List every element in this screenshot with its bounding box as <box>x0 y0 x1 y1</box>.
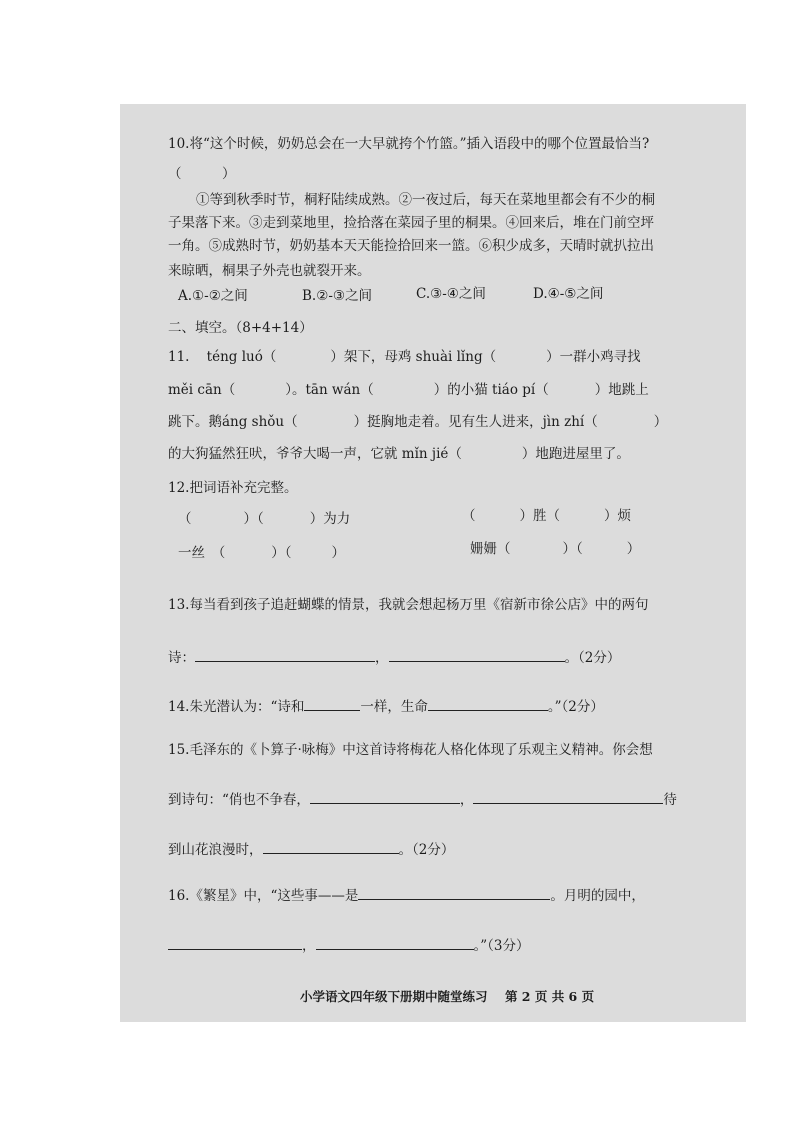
q12-idiom-2 <box>462 510 631 524</box>
q14-mid: 一样，生命 <box>360 699 428 715</box>
q11-line <box>168 351 641 365</box>
q15-sep: ， <box>459 792 474 808</box>
q10-option-a: A.①-②之间 <box>178 288 248 304</box>
q12-segment: ）烦 <box>604 508 631 524</box>
q10-option-b: B.②-③之间 <box>302 288 372 304</box>
q16-end: 。月明的园中， <box>550 888 645 904</box>
q15-line1: 15.毛泽东的《卜算子·咏梅》中这首诗将梅花人格化体现了乐观主义精神。你会想 <box>168 742 653 758</box>
answer-blank[interactable] <box>195 648 375 662</box>
answer-blank[interactable] <box>473 790 663 804</box>
q12-segment: （ <box>178 511 192 527</box>
q12-segment: ）（ <box>562 541 583 557</box>
q10-passage-line: 来晾晒，桐果子外壳也就裂开来。 <box>168 263 371 279</box>
q10-passage-line: ①等到秋季时节，桐籽陆续成熟。②一夜过后，每天在菜地里都会有不少的桐 <box>196 192 655 208</box>
q10-option-d: D.④-⑤之间 <box>533 286 604 302</box>
answer-blank[interactable] <box>168 936 302 950</box>
q12-idiom-4 <box>470 543 640 557</box>
q11-segment: téng luó（ <box>206 349 277 365</box>
answer-blank[interactable] <box>389 648 565 662</box>
q15-line2 <box>168 790 677 808</box>
q12-segment: ） <box>626 541 641 557</box>
q12-segment: ）（ <box>243 511 264 527</box>
answer-blank[interactable] <box>304 697 360 711</box>
q13-sep: ， <box>375 650 389 666</box>
answer-blank[interactable] <box>316 936 474 950</box>
q15-prefix: 到山花浪漫时， <box>168 842 263 858</box>
q12-segment: 一丝 （ <box>178 545 226 561</box>
footer-page-number: 第 2 页 共 6 页 <box>504 989 595 1004</box>
q12-segment: 姗姗（ <box>470 541 511 557</box>
q14-prefix: 14.朱光潜认为：“诗和 <box>168 699 305 715</box>
q12-segment: ）为力 <box>309 511 351 527</box>
q10-passage-line: 一角。⑤成熟时节，奶奶基本天天能捡拾回来一篮。⑥积少成多，天晴时就扒拉出 <box>168 238 654 254</box>
q15-end: 。（2分） <box>398 842 455 858</box>
q13-line1: 13.每当看到孩子追赶蝴蝶的情景，我就会想起杨万里《宿新市徐公店》中的两句 <box>168 597 649 613</box>
q10-option-c: C.③-④之间 <box>416 286 486 302</box>
q16-sep: ， <box>302 938 316 954</box>
page-footer <box>300 987 594 1005</box>
section-title: 二、填空。（8+4+14） <box>168 320 313 336</box>
q13-end: 。（2分） <box>564 650 621 666</box>
q11-segment: ）地跳上 <box>594 382 649 398</box>
q11-segment: 的大狗猛然狂吠，爷爷大喝一声，它就 mǐn jié（ <box>168 446 462 462</box>
q15-prefix: 到诗句：“俏也不争春， <box>168 792 310 808</box>
q11-segment: 跳下。鹅áng shǒu（ <box>168 414 298 430</box>
q11-segment: ）一群小鸡寻找 <box>546 349 641 365</box>
q13-line2 <box>168 648 620 666</box>
q12-segment: ）（ <box>271 545 292 561</box>
footer-title: 小学语文四年级下册期中随堂练习 <box>300 989 488 1004</box>
q11-segment: ） <box>653 414 668 430</box>
q14-line <box>168 697 604 715</box>
q11-segment: měi cān（ <box>168 382 236 398</box>
q11-segment: ）。tān wán（ <box>285 382 374 398</box>
answer-blank[interactable] <box>263 840 399 854</box>
answer-blank[interactable] <box>358 886 550 900</box>
answer-blank[interactable] <box>310 790 460 804</box>
q11-line <box>168 416 667 430</box>
q10-answer-paren: （ ） <box>168 166 236 182</box>
q11-segment: ）架下，母鸡 shuài lǐng（ <box>330 349 497 365</box>
q11-segment: ）地跑进屋里了。 <box>521 446 630 462</box>
q11-line <box>168 384 649 398</box>
q12-segment: ）胜（ <box>519 508 560 524</box>
q16-prefix: 16.《繁星》中，“这些事——是 <box>168 888 359 904</box>
q12-idiom-1 <box>178 513 350 527</box>
q10-prompt: 10.将“这个时候，奶奶总会在一大早就挎个竹篮。”插入语段中的哪个位置最恰当? <box>168 136 650 152</box>
q13-prefix: 诗： <box>168 650 195 666</box>
q12-idiom-3 <box>178 547 345 561</box>
q12-segment: ） <box>331 545 345 561</box>
answer-blank[interactable] <box>428 697 548 711</box>
q15-line3 <box>168 840 454 858</box>
q15-end: 待 <box>663 792 677 808</box>
q16-line1 <box>168 886 645 904</box>
q11-line <box>168 448 630 462</box>
q12-prompt: 12.把词语补充完整。 <box>168 480 298 496</box>
q12-segment: （ <box>462 508 476 524</box>
q11-number: 11. <box>168 349 190 365</box>
q16-line2 <box>168 936 530 954</box>
q14-end: 。”（2分） <box>547 699 604 715</box>
q16-end: 。”（3分） <box>473 938 530 954</box>
q11-segment: ）的小猫 tiáo pí（ <box>433 382 549 398</box>
q11-segment: ）挺胸地走着。见有生人进来，jìn zhí（ <box>353 414 598 430</box>
q10-passage-line: 子果落下来。③走到菜地里，捡拾落在菜园子里的桐果。④回来后，堆在门前空坪 <box>168 215 654 231</box>
